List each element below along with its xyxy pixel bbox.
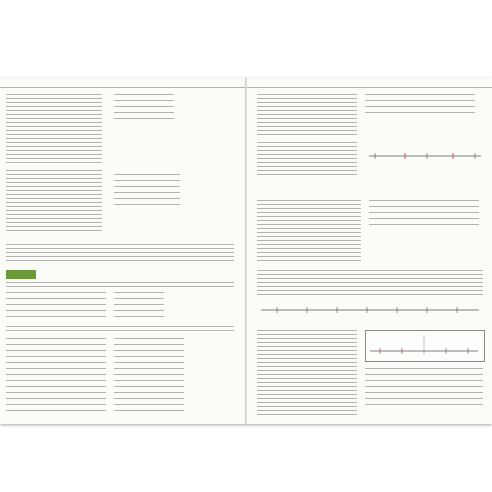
left-math-block-1 [114, 94, 174, 124]
left-text-block-2 [6, 170, 102, 234]
left-text-block-1 [6, 94, 102, 164]
left-math-block-2 [114, 174, 180, 208]
right-math-block-1 [365, 94, 475, 118]
number-set-diagram-line [366, 331, 482, 359]
right-text-block-4 [257, 270, 483, 298]
right-text-block-1 [257, 94, 357, 138]
example-results-2 [114, 338, 184, 416]
left-page-header [0, 78, 245, 88]
number-set-diagram [365, 330, 485, 362]
example-conversions-2 [6, 338, 106, 416]
left-page [0, 78, 245, 424]
example-transition [6, 326, 234, 334]
example-conversions-1 [6, 292, 106, 320]
example-results-1 [114, 292, 164, 320]
right-page [247, 78, 492, 424]
right-text-block-3 [257, 200, 361, 264]
right-page-header [247, 78, 492, 88]
right-text-block-5 [257, 330, 357, 416]
example-label [6, 270, 36, 279]
right-math-block-3 [365, 368, 483, 408]
decimal-number-line [365, 144, 485, 168]
integer-number-line [257, 300, 483, 320]
right-text-block-2 [257, 142, 357, 178]
right-math-block-2 [369, 200, 479, 230]
book-spread [0, 78, 492, 424]
left-text-block-3 [6, 244, 234, 264]
example-intro [6, 282, 234, 290]
